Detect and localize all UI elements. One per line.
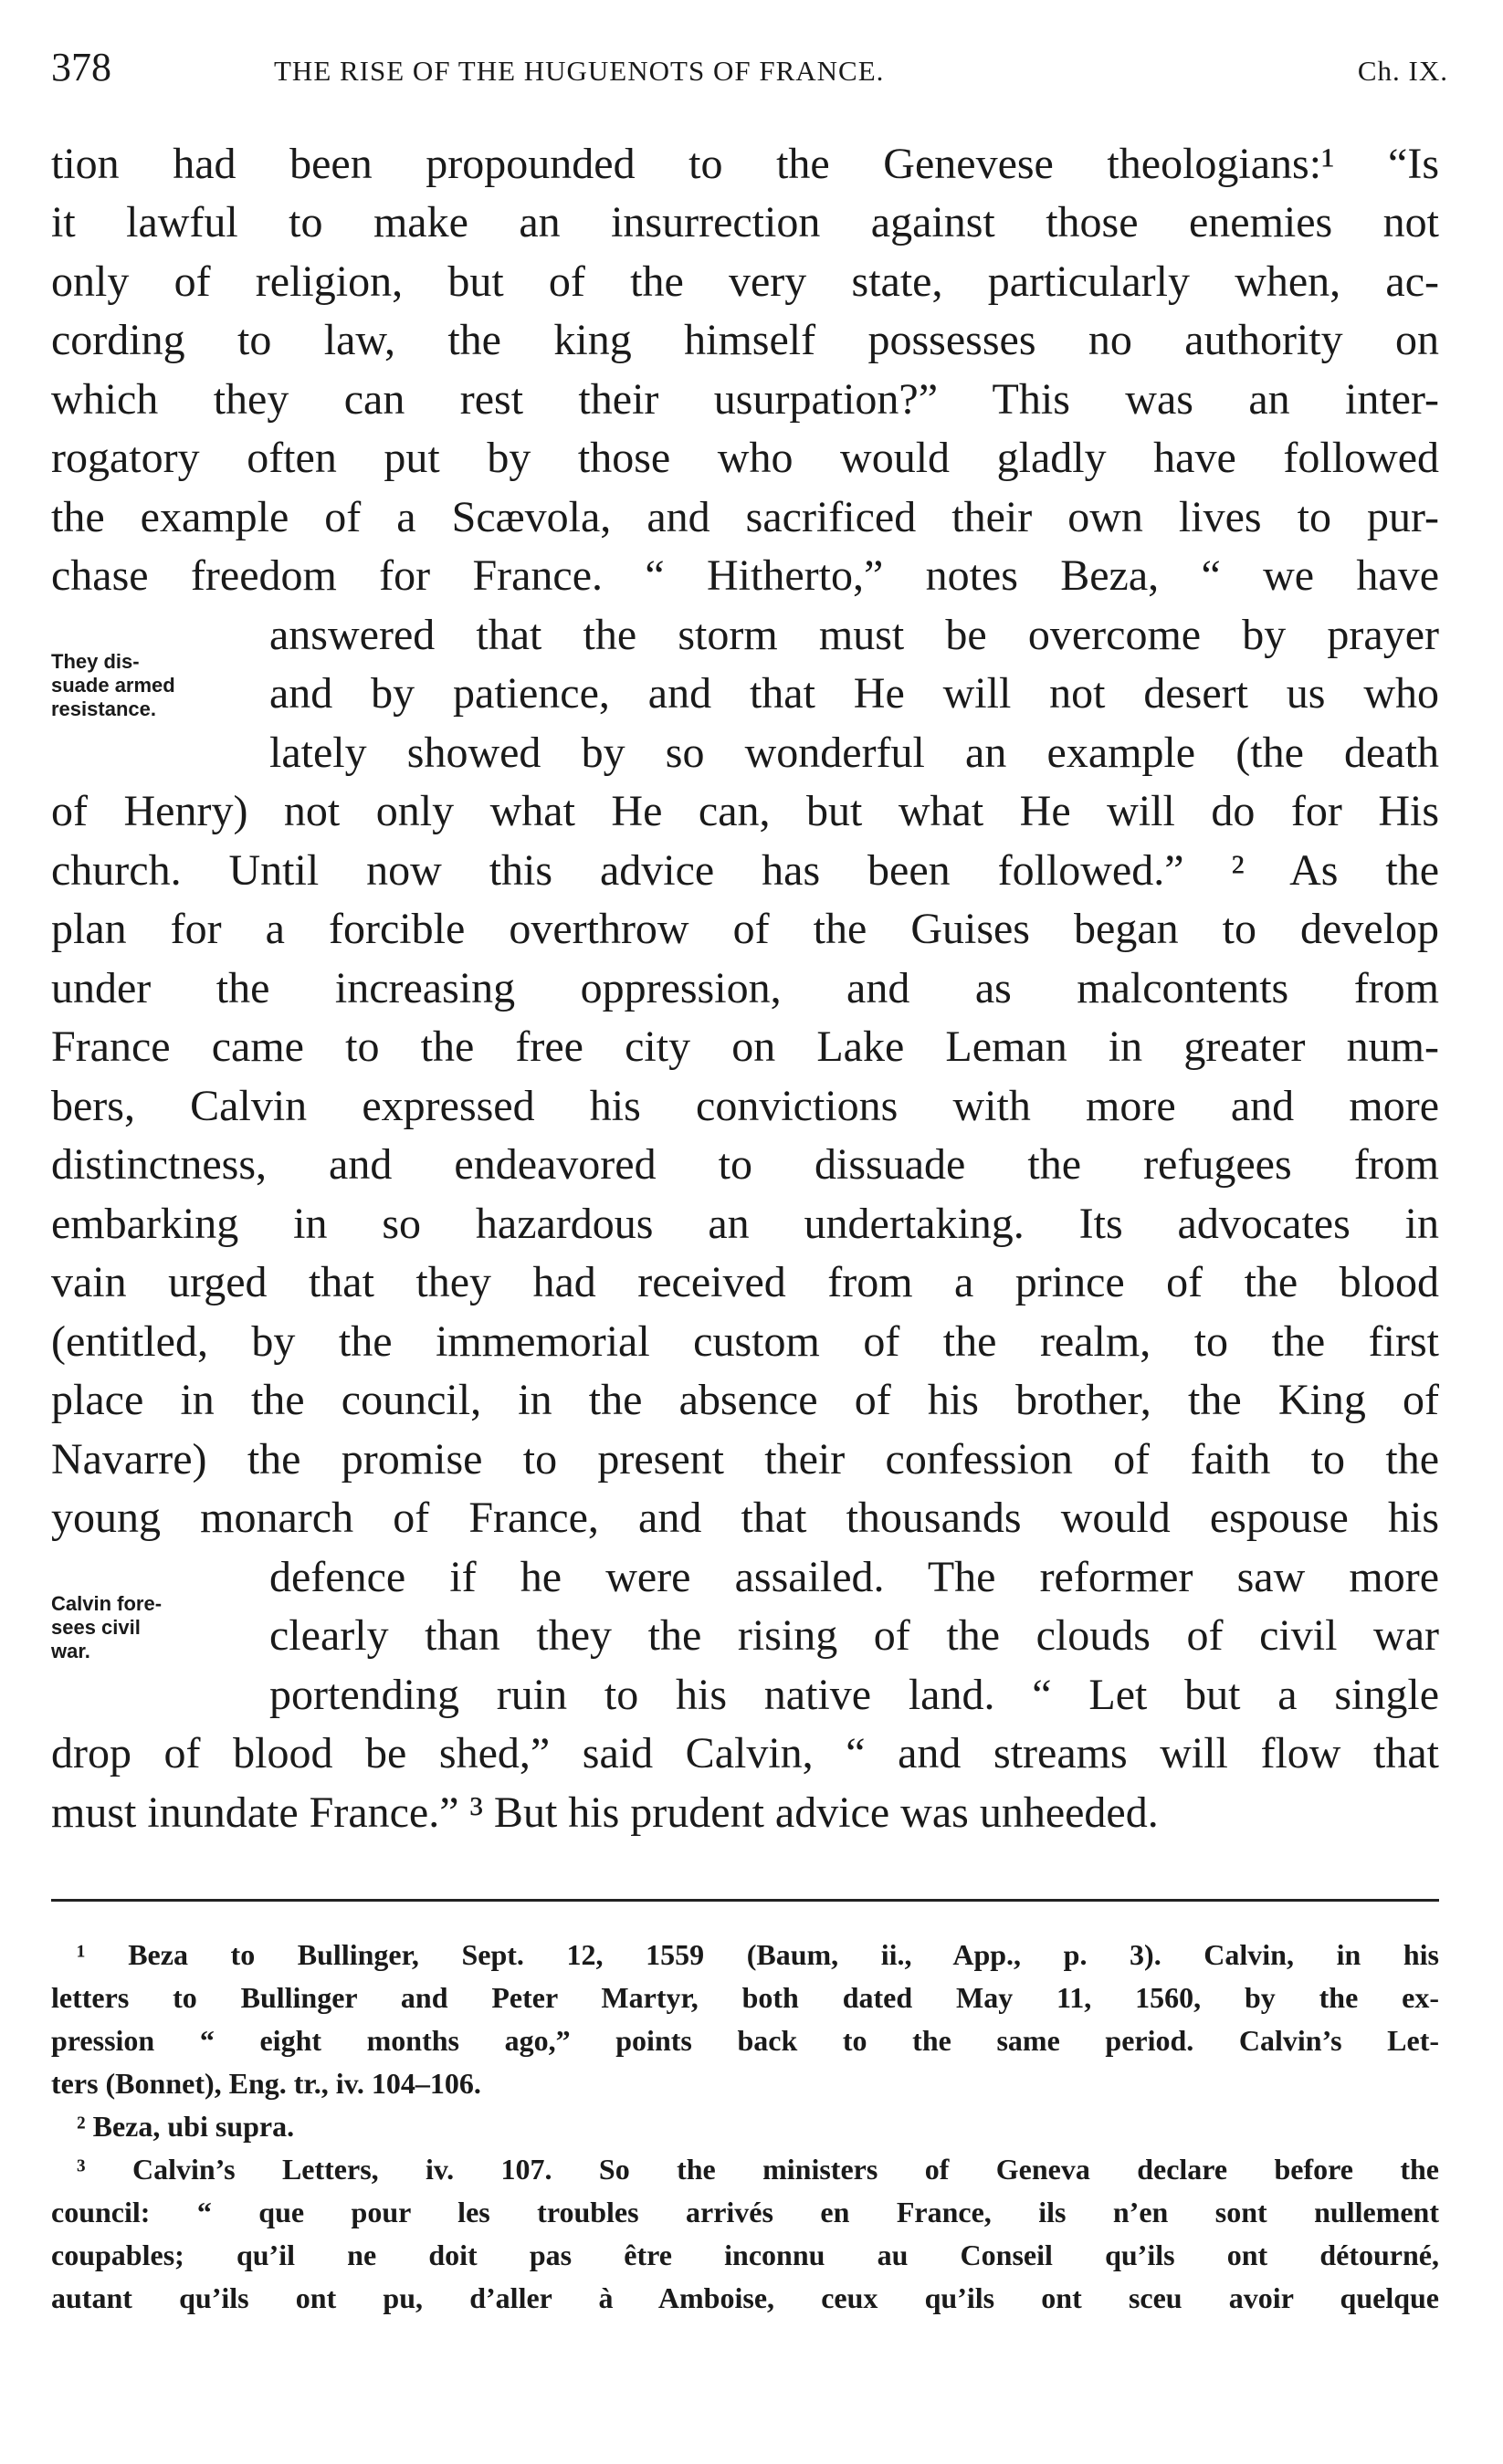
body-line: Navarre) the promise to present their confession of faith to the [51, 1435, 1439, 1484]
margin-note-line: sees civil [51, 1616, 141, 1639]
margin-note-line: war. [51, 1640, 90, 1662]
body-line: of Henry) not only what He can, but what He will do for His [51, 787, 1439, 835]
body-line: young monarch of France, and that thousands would espouse his [51, 1494, 1439, 1542]
body-line: France came to the free city on Lake Leman in greater num- [51, 1022, 1439, 1071]
body-line: bers, Calvin expressed his convictions with more and more [51, 1082, 1439, 1130]
footnote-line: ³ Calvin’s Letters, iv. 107. So the ministers of Geneva declare before the [77, 2153, 1439, 2186]
footnote-line: ¹ Beza to Bullinger, Sept. 12, 1559 (Baum, ii., App., p. 3). Calvin, in his [77, 1938, 1439, 1971]
footnote-line: autant qu’ils ont pu, d’aller à Amboise, ceux qu’ils ont sceu avoir quelque [51, 2281, 1439, 2314]
margin-note-dissuade-resistance [51, 650, 261, 721]
body-line: place in the council, in the absence of his brother, the King of [51, 1376, 1439, 1424]
running-title: THE RISE OF THE HUGUENOTS OF FRANCE. [274, 55, 885, 87]
body-line: must inundate France.” ³ But his prudent advice was unheeded. [51, 1788, 1159, 1837]
body-line: vain urged that they had received from a prince of the blood [51, 1258, 1439, 1306]
body-line: defence if he were assailed. The reformer saw more [269, 1553, 1439, 1601]
body-line: cording to law, the king himself possesses no authority on [51, 316, 1439, 364]
chapter-reference: Ch. IX. [1357, 55, 1448, 87]
footnote-divider [51, 1899, 1439, 1902]
body-line: (entitled, by the immemorial custom of the realm, to the first [51, 1317, 1439, 1366]
footnote-line: coupables; qu’il ne doit pas être inconnu au Conseil qu’ils ont détourné, [51, 2239, 1439, 2271]
body-line: clearly than they the rising of the clouds of civil war [269, 1611, 1439, 1660]
body-line: embarking in so hazardous an undertaking. Its advocates in [51, 1200, 1439, 1248]
body-line: plan for a forcible overthrow of the Guises began to develop [51, 905, 1439, 953]
body-line: the example of a Scævola, and sacrificed their own lives to pur- [51, 493, 1439, 541]
body-line: which they can rest their usurpation?” This was an inter- [51, 375, 1439, 424]
body-line: and by patience, and that He will not desert us who [269, 669, 1439, 718]
body-line: under the increasing oppression, and as malcontents from [51, 964, 1439, 1012]
body-line: portending ruin to his native land. “ Let but a single [269, 1671, 1439, 1719]
body-line: lately showed by so wonderful an example (the death [269, 729, 1439, 777]
body-line: only of religion, but of the very state, particularly when, ac- [51, 257, 1439, 306]
body-line: drop of blood be shed,” said Calvin, “ and streams will flow that [51, 1729, 1439, 1777]
margin-note-line: suade armed [51, 674, 175, 697]
margin-note-line: Calvin fore- [51, 1592, 163, 1615]
body-line: answered that the storm must be overcome by prayer [269, 611, 1439, 659]
margin-note-civil-war [51, 1592, 261, 1663]
body-line: tion had been propounded to the Genevese theologians:¹ “Is [51, 140, 1439, 188]
footnote-line: letters to Bullinger and Peter Martyr, both dated May 11, 1560, by the ex- [51, 1981, 1439, 2014]
body-line: distinctness, and endeavored to dissuade the refugees from [51, 1140, 1439, 1189]
body-line: church. Until now this advice has been followed.” ² As the [51, 846, 1439, 895]
body-line: it lawful to make an insurrection against those enemies not [51, 198, 1439, 246]
footnote-line: council: “ que pour les troubles arrivés en France, ils n’en sont nullement [51, 2196, 1439, 2228]
footnote-line: ters (Bonnet), Eng. tr., iv. 104–106. [51, 2067, 481, 2100]
body-line: rogatory often put by those who would gladly have followed [51, 434, 1439, 482]
page-number: 378 [51, 45, 111, 89]
running-head [51, 40, 1448, 95]
margin-note-line: resistance. [51, 697, 156, 720]
margin-note-line: They dis- [51, 650, 140, 673]
footnote-line: ² Beza, ubi supra. [77, 2110, 295, 2143]
footnote-line: pression “ eight months ago,” points back to the same period. Calvin’s Let- [51, 2024, 1439, 2057]
body-line: chase freedom for France. “ Hitherto,” notes Beza, “ we have [51, 551, 1439, 600]
